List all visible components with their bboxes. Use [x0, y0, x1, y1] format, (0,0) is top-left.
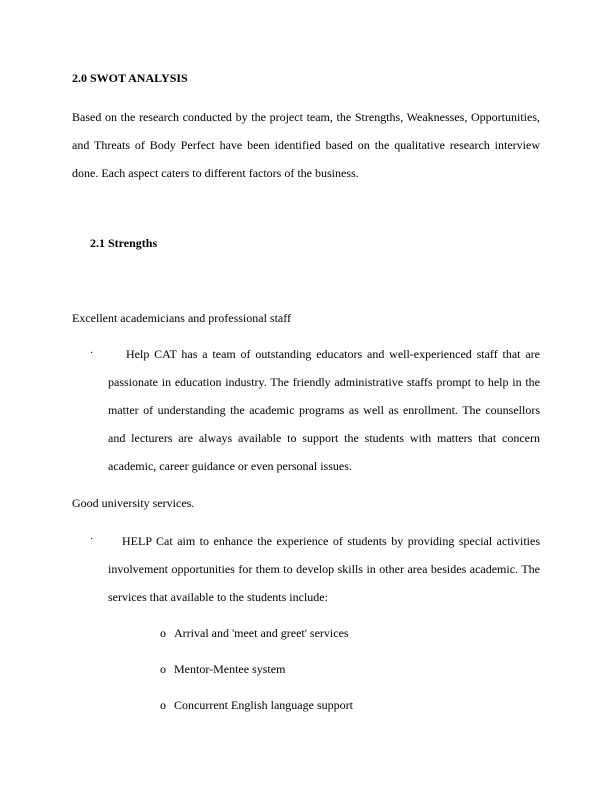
intro-paragraph: Based on the research conducted by the project team, the Strengths, Weaknesses, Opportunities, and Threats of Body Perfect have been identified based on the qualitative research interview done. Each aspect caters to different factors of the business.	[72, 110, 540, 180]
list-item-text: Concurrent English language support	[174, 698, 353, 712]
circle-bullet-icon: o	[160, 626, 166, 640]
section-heading: 2.0 SWOT ANALYSIS	[72, 71, 188, 85]
bullet-dot-icon: ·	[90, 534, 94, 545]
list-item	[160, 662, 285, 677]
strength-bullet-text: HELP Cat aim to enhance the experience of students by providing special activities involvement opportunities for them to develop skills in other area besides academic. The services that available to the students include:	[108, 534, 540, 604]
circle-bullet-icon: o	[160, 698, 166, 712]
strength-title: Excellent academicians and professional staff	[72, 311, 292, 325]
list-item-text: Arrival and 'meet and greet' services	[174, 626, 349, 640]
circle-bullet-icon: o	[160, 662, 166, 676]
subsection-heading: 2.1 Strengths	[90, 236, 158, 250]
list-item	[160, 626, 349, 641]
strength-bullet-text: Help CAT has a team of outstanding educators and well-experienced staff that are passionate in education industry. The friendly administrative staffs prompt to help in the matter of understanding the academic programs as well as enrollment. The counsellors and lecturers are always available to support the students with matters that concern academic, career guidance or even personal issues.	[108, 347, 540, 473]
bullet-dot-icon: ·	[90, 348, 94, 359]
list-item-text: Mentor-Mentee system	[174, 662, 286, 676]
strength-title: Good university services.	[72, 496, 195, 510]
list-item	[160, 698, 353, 713]
